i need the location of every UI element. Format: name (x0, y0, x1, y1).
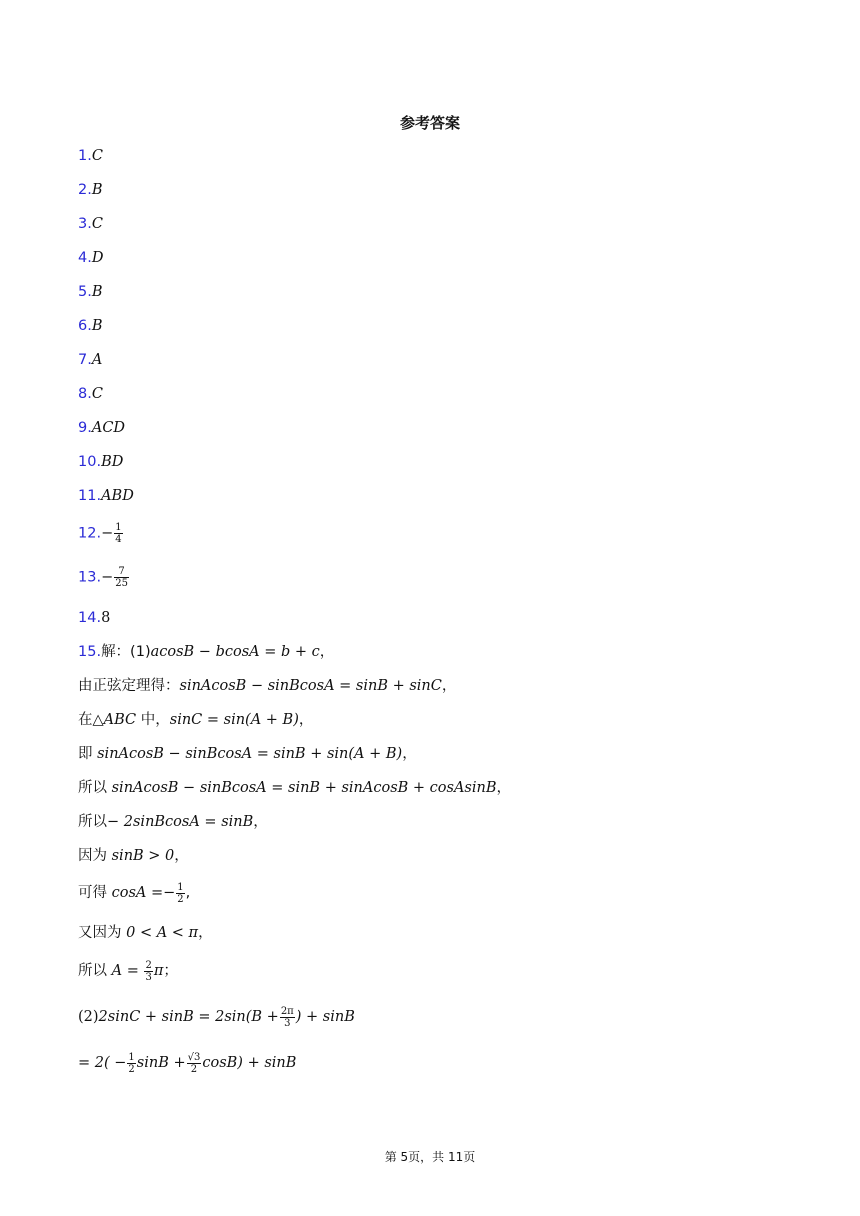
answer-choice: C (91, 216, 103, 232)
part-label: (2) (78, 1009, 99, 1025)
equation: sinC = sin(A + B) (169, 712, 299, 728)
answer-row (78, 214, 103, 234)
equation: cosA =− (111, 885, 176, 901)
solution-line (78, 710, 313, 730)
answer-row (78, 418, 125, 438)
answer-number: 6. (78, 318, 92, 334)
triangle-name: ABC (103, 712, 137, 728)
equation: 2sinC + sinB = 2sin(B + (98, 1009, 279, 1025)
solution-line (78, 778, 511, 798)
answer-number: 4. (78, 250, 92, 266)
punctuation: , (185, 885, 191, 901)
answer-row (78, 486, 134, 506)
solution-label: 解：(1) (101, 644, 151, 660)
numerator: 1 (177, 881, 184, 893)
answer-choice: BD (101, 454, 124, 470)
equation: ) + sinB (295, 1009, 355, 1025)
solution-line (78, 881, 190, 905)
answer-number: 3. (78, 216, 92, 232)
line-text: 所以 (78, 780, 112, 796)
solution-line (78, 744, 417, 764)
minus-sign: − (101, 525, 114, 542)
fraction (280, 1006, 295, 1029)
answer-number: 11. (78, 488, 102, 504)
numerator: 2π (280, 1005, 294, 1017)
fraction (114, 566, 129, 589)
solution-line (78, 812, 268, 832)
answer-number: 8. (78, 386, 92, 402)
denominator: 2 (177, 893, 184, 905)
line-text: 所以 (78, 814, 107, 830)
equation: sinAcosB − sinBcosA = sinB + sinC (179, 678, 442, 694)
punctuation: ， (253, 814, 268, 830)
denominator: 2 (128, 1063, 135, 1075)
answer-number: 10. (78, 454, 102, 470)
line-text: 又因为 (78, 925, 127, 941)
equation: 0 < A < π (126, 925, 199, 941)
answer-row (78, 452, 123, 472)
answer-row (78, 608, 110, 628)
punctuation: ， (441, 678, 457, 694)
numerator: 1 (115, 522, 122, 533)
answer-choice: A (91, 352, 103, 368)
line-text: 中， (136, 712, 170, 728)
line-text: 即 (78, 746, 98, 762)
denominator: 25 (115, 578, 128, 589)
pi-symbol: π (153, 963, 164, 979)
numerator: 1 (128, 1051, 135, 1063)
line-text: 在△ (78, 712, 104, 728)
equation: = 2( − (78, 1055, 127, 1071)
answer-row (78, 146, 103, 166)
equation: sinAcosB − sinBcosA = sinB + sin(A + B) (97, 746, 403, 762)
denominator: 3 (284, 1017, 291, 1029)
answer-number: 15. (78, 644, 102, 660)
answer-number: 12. (78, 525, 102, 542)
page-title: 参考答案 (399, 114, 460, 132)
equation: cosB) + sinB (202, 1055, 297, 1071)
fraction (127, 1052, 135, 1075)
solution-line (78, 959, 178, 983)
answer-value: 8 (101, 610, 111, 626)
denominator: 4 (115, 534, 122, 545)
answer-row (78, 384, 103, 404)
equation: sinB > 0 (111, 848, 175, 864)
equation: A = (111, 963, 139, 979)
punctuation: ； (163, 963, 178, 979)
answer-number: 1. (78, 148, 92, 164)
line-text: 因为 (78, 848, 112, 864)
solution-line (78, 1005, 355, 1029)
punctuation: ， (402, 746, 417, 762)
answer-choice: B (91, 318, 103, 334)
equation: − 2sinBcosA = sinB (107, 814, 254, 830)
punctuation: ， (174, 848, 189, 864)
answer-choice: B (91, 284, 103, 300)
fraction (114, 522, 122, 545)
answer-row (78, 316, 103, 336)
numerator: 2 (145, 959, 152, 971)
denominator: 3 (145, 971, 152, 983)
answer-number: 5. (78, 284, 92, 300)
answer-number: 13. (78, 569, 102, 586)
answer-number: 14. (78, 610, 102, 626)
minus-sign: − (101, 569, 114, 586)
fraction (144, 960, 152, 983)
punctuation: ， (319, 644, 335, 660)
answer-choice: C (91, 386, 103, 402)
solution-line (78, 1051, 296, 1075)
answer-row (78, 566, 130, 589)
answer-choice: C (91, 148, 103, 164)
answer-row (78, 180, 103, 200)
answer-row (78, 522, 124, 545)
equation: sinAcosB − sinBcosA = sinB + sinAcosB + cosAsinB (111, 780, 497, 796)
answer-choice: D (91, 250, 104, 266)
answer-number: 9. (78, 420, 92, 436)
fraction (176, 882, 184, 905)
answer-row (78, 282, 103, 302)
answer-choice: B (91, 182, 103, 198)
solution-line (78, 642, 334, 662)
line-text: 由正弦定理得： (78, 678, 180, 694)
line-text: 所以 (78, 963, 112, 979)
fraction (187, 1052, 202, 1075)
answer-row (78, 350, 102, 370)
page-footer: 第 5页，共 11页 (384, 1150, 476, 1164)
solution-line (78, 923, 213, 943)
answer-row (78, 248, 103, 268)
punctuation: ， (198, 925, 213, 941)
equation: acosB − bcosA = b + c (150, 644, 320, 660)
solution-line (78, 846, 189, 866)
punctuation: ， (298, 712, 314, 728)
punctuation: ， (496, 780, 511, 796)
answer-number: 2. (78, 182, 92, 198)
answer-choice: ACD (91, 420, 126, 436)
answer-number: 7. (78, 352, 92, 368)
equation: sinB + (136, 1055, 186, 1071)
numerator: 7 (114, 566, 129, 578)
denominator: 2 (190, 1063, 198, 1075)
line-text: 可得 (78, 885, 112, 901)
answer-choice: ABD (101, 488, 134, 504)
numerator: √3 (187, 1051, 201, 1063)
solution-line (78, 676, 456, 696)
